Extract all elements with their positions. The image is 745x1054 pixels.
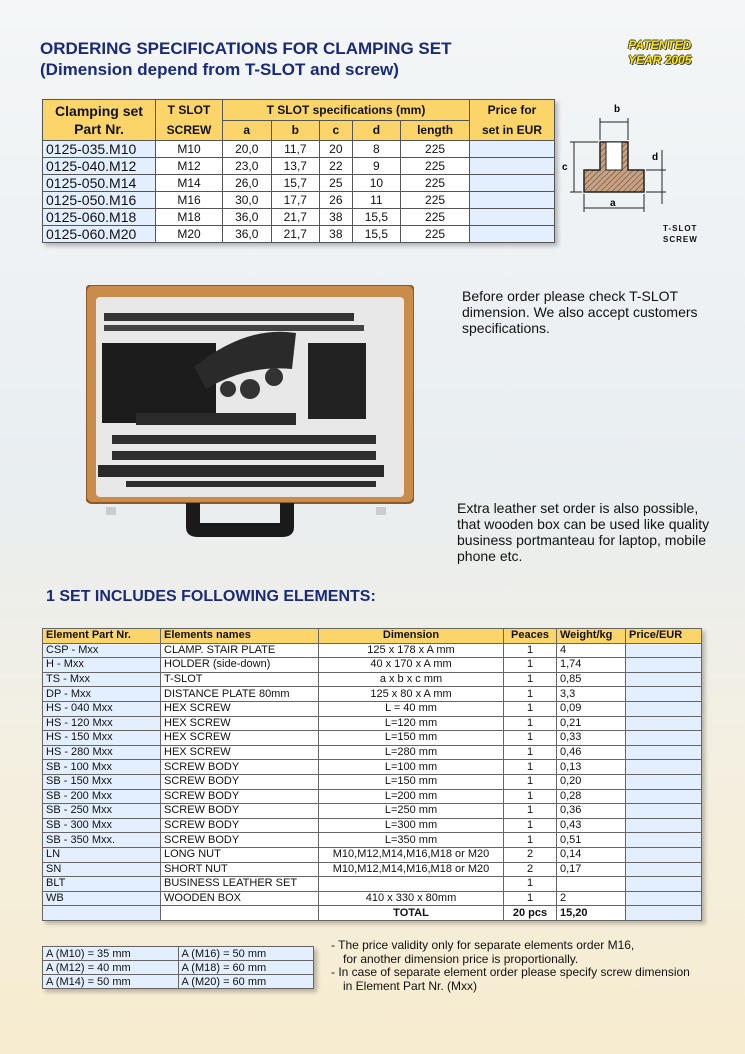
element-row — [43, 774, 702, 789]
price-cell — [470, 192, 555, 209]
note-check-tslot: Before order please check T-SLOT dimension. We also accept customers specifications. — [462, 288, 698, 336]
element-weight: 2 — [557, 891, 626, 906]
footnotes — [331, 939, 711, 993]
dim-c-value: 20 — [320, 141, 353, 158]
element-weight: 4 — [557, 643, 626, 658]
element-dimension: L=280 mm — [319, 745, 504, 760]
element-price — [626, 658, 702, 673]
element-pieces: 1 — [504, 877, 557, 892]
element-row — [43, 701, 702, 716]
element-row — [43, 789, 702, 804]
elements-heading: 1 SET INCLUDES FOLLOWING ELEMENTS: — [46, 588, 376, 605]
spec-row — [43, 209, 555, 226]
element-row — [43, 818, 702, 833]
dim-a-value: 30,0 — [223, 192, 272, 209]
element-part: HS - 280 Mxx — [43, 745, 161, 760]
element-dimension: L=100 mm — [319, 760, 504, 775]
element-dimension: 410 x 330 x 80mm — [319, 891, 504, 906]
element-pieces: 2 — [504, 847, 557, 862]
element-price — [626, 847, 702, 862]
element-dimension: L=250 mm — [319, 804, 504, 819]
element-name: CLAMP. STAIR PLATE — [161, 643, 319, 658]
part-number: 0125-035.M10 — [43, 141, 156, 158]
dim-a: a — [610, 198, 616, 209]
patent-year: YEAR 2005 — [628, 53, 692, 67]
size-row — [43, 961, 314, 975]
price-cell — [470, 175, 555, 192]
element-name: HEX SCREW — [161, 716, 319, 731]
header-a: a — [223, 120, 272, 141]
dim-a-value: 36,0 — [223, 209, 272, 226]
size-left: A (M14) = 50 mm — [43, 975, 179, 989]
element-name: SCREW BODY — [161, 804, 319, 819]
element-weight: 0,13 — [557, 760, 626, 775]
element-row — [43, 687, 702, 702]
element-dimension: 125 x 178 x A mm — [319, 643, 504, 658]
dim-b-value: 13,7 — [271, 158, 320, 175]
element-price — [626, 701, 702, 716]
dim-d-value: 11 — [352, 192, 401, 209]
element-part: HS - 040 Mxx — [43, 701, 161, 716]
screw-size: M18 — [156, 209, 223, 226]
price-cell — [470, 141, 555, 158]
element-row — [43, 716, 702, 731]
screw-size: M14 — [156, 175, 223, 192]
dim-a-value: 26,0 — [223, 175, 272, 192]
dim-b-value: 21,7 — [271, 226, 320, 243]
element-dimension: L=300 mm — [319, 818, 504, 833]
element-name: HOLDER (side-down) — [161, 658, 319, 673]
element-price — [626, 804, 702, 819]
header-specs: T SLOT specifications (mm) — [223, 100, 470, 121]
total-label: TOTAL — [319, 906, 504, 921]
element-weight: 0,51 — [557, 833, 626, 848]
total-weight: 15,20 — [557, 906, 626, 921]
page-title — [40, 38, 451, 80]
size-left: A (M10) = 35 mm — [43, 947, 179, 961]
element-row — [43, 745, 702, 760]
element-row — [43, 891, 702, 906]
footnote-2b: in Element Part Nr. (Mxx) — [343, 978, 478, 993]
element-pieces: 2 — [504, 862, 557, 877]
element-weight — [557, 877, 626, 892]
element-price — [626, 716, 702, 731]
dim-a-value: 36,0 — [223, 226, 272, 243]
element-price — [626, 891, 702, 906]
element-name: BUSINESS LEATHER SET — [161, 877, 319, 892]
total-row — [43, 906, 702, 921]
element-price — [626, 672, 702, 687]
title-line-1: ORDERING SPECIFICATIONS FOR CLAMPING SET — [40, 39, 452, 58]
element-price — [626, 833, 702, 848]
note-leather-set: Extra leather set order is also possible, that wooden box can be used like quality business portmanteau for laptop, mobile phone etc. — [457, 500, 710, 564]
header-tslot: T SLOT SCREW — [156, 100, 223, 141]
element-part: DP - Mxx — [43, 687, 161, 702]
element-name: SCREW BODY — [161, 833, 319, 848]
element-pieces: 1 — [504, 643, 557, 658]
element-dimension — [319, 877, 504, 892]
element-price — [626, 731, 702, 746]
element-dimension: L=200 mm — [319, 789, 504, 804]
element-price — [626, 818, 702, 833]
dim-d: d — [652, 152, 659, 163]
element-weight: 0,33 — [557, 731, 626, 746]
element-pieces: 1 — [504, 658, 557, 673]
element-weight: 0,85 — [557, 672, 626, 687]
element-pieces: 1 — [504, 818, 557, 833]
element-name: HEX SCREW — [161, 701, 319, 716]
dim-b-value: 11,7 — [271, 141, 320, 158]
tslot-caption: T-SLOT SCREW — [663, 224, 698, 244]
element-row — [43, 877, 702, 892]
element-part: HS - 120 Mxx — [43, 716, 161, 731]
dim-c-value: 38 — [320, 226, 353, 243]
element-weight: 0,28 — [557, 789, 626, 804]
element-price — [626, 760, 702, 775]
element-row — [43, 862, 702, 877]
element-row — [43, 731, 702, 746]
header-b: b — [271, 120, 320, 141]
element-pieces: 1 — [504, 804, 557, 819]
element-weight: 0,14 — [557, 847, 626, 862]
element-part: H - Mxx — [43, 658, 161, 673]
elements-table — [42, 628, 702, 921]
element-weight: 0,20 — [557, 774, 626, 789]
element-dimension: 40 x 170 x A mm — [319, 658, 504, 673]
header-part: Clamping set Part Nr. — [43, 100, 156, 141]
element-row — [43, 760, 702, 775]
element-pieces: 1 — [504, 789, 557, 804]
size-right: A (M16) = 50 mm — [178, 947, 314, 961]
element-price — [626, 745, 702, 760]
screw-size: M12 — [156, 158, 223, 175]
header-dimension: Dimension — [319, 629, 504, 644]
element-weight: 0,46 — [557, 745, 626, 760]
element-price — [626, 687, 702, 702]
element-dimension: M10,M12,M14,M16,M18 or M20 — [319, 862, 504, 877]
dim-d-value: 15,5 — [352, 226, 401, 243]
price-cell — [470, 226, 555, 243]
element-part: SB - 150 Mxx — [43, 774, 161, 789]
dim-a-value: 20,0 — [223, 141, 272, 158]
element-pieces: 1 — [504, 687, 557, 702]
element-name: LONG NUT — [161, 847, 319, 862]
element-part: CSP - Mxx — [43, 643, 161, 658]
screw-size: M10 — [156, 141, 223, 158]
dim-d-value: 9 — [352, 158, 401, 175]
element-name: SHORT NUT — [161, 862, 319, 877]
element-part: SB - 200 Mxx — [43, 789, 161, 804]
element-price — [626, 862, 702, 877]
element-part: HS - 150 Mxx — [43, 731, 161, 746]
element-part: SB - 100 Mxx — [43, 760, 161, 775]
element-pieces: 1 — [504, 833, 557, 848]
element-name: SCREW BODY — [161, 818, 319, 833]
header-weight: Weight/kg — [557, 629, 626, 644]
screw-size: M20 — [156, 226, 223, 243]
element-weight: 0,17 — [557, 862, 626, 877]
element-weight: 1,74 — [557, 658, 626, 673]
dimension-a-table — [42, 946, 314, 989]
length-value: 225 — [401, 192, 470, 209]
element-dimension: L=350 mm — [319, 833, 504, 848]
element-dimension: L = 40 mm — [319, 701, 504, 716]
element-name: WOODEN BOX — [161, 891, 319, 906]
element-price — [626, 877, 702, 892]
header-element-price: Price/EUR — [626, 629, 702, 644]
element-row — [43, 847, 702, 862]
element-part: SB - 250 Mxx — [43, 804, 161, 819]
spec-row — [43, 158, 555, 175]
footnote-2a: - In case of separate element order please specify screw dimension — [331, 965, 690, 979]
element-row — [43, 658, 702, 673]
total-pieces: 20 pcs — [504, 906, 557, 921]
element-pieces: 1 — [504, 716, 557, 731]
spec-row — [43, 175, 555, 192]
footnote-1a: - The price validity only for separate elements order M16, — [331, 938, 635, 952]
element-part: TS - Mxx — [43, 672, 161, 687]
element-part: SN — [43, 862, 161, 877]
spec-row — [43, 141, 555, 158]
element-pieces: 1 — [504, 731, 557, 746]
element-part: BLT — [43, 877, 161, 892]
element-weight: 3,3 — [557, 687, 626, 702]
header-element-part: Element Part Nr. — [43, 629, 161, 644]
title-line-2: (Dimension depend from T-SLOT and screw) — [40, 60, 399, 79]
element-pieces: 1 — [504, 760, 557, 775]
element-price — [626, 789, 702, 804]
length-value: 225 — [401, 209, 470, 226]
element-dimension: 125 x 80 x A mm — [319, 687, 504, 702]
length-value: 225 — [401, 226, 470, 243]
element-name: HEX SCREW — [161, 745, 319, 760]
element-weight: 0,21 — [557, 716, 626, 731]
header-length: length — [401, 120, 470, 141]
element-name: SCREW BODY — [161, 760, 319, 775]
spec-table — [42, 99, 555, 243]
spec-row — [43, 226, 555, 243]
dim-d-value: 10 — [352, 175, 401, 192]
part-number: 0125-060.M20 — [43, 226, 156, 243]
element-weight: 0,36 — [557, 804, 626, 819]
clamping-set-photo — [86, 285, 414, 537]
length-value: 225 — [401, 141, 470, 158]
dim-b: b — [614, 104, 621, 115]
patent-badge — [628, 38, 691, 68]
dim-a-value: 23,0 — [223, 158, 272, 175]
part-number: 0125-060.M18 — [43, 209, 156, 226]
dim-b-value: 21,7 — [271, 209, 320, 226]
element-price — [626, 643, 702, 658]
dim-b-value: 17,7 — [271, 192, 320, 209]
element-dimension: L=150 mm — [319, 731, 504, 746]
element-dimension: L=120 mm — [319, 716, 504, 731]
element-row — [43, 833, 702, 848]
length-value: 225 — [401, 175, 470, 192]
size-right: A (M18) = 60 mm — [178, 961, 314, 975]
header-price: Price for set in EUR — [470, 100, 555, 141]
element-part: LN — [43, 847, 161, 862]
dim-c-value: 26 — [320, 192, 353, 209]
price-cell — [470, 209, 555, 226]
element-part: WB — [43, 891, 161, 906]
element-row — [43, 672, 702, 687]
element-name: HEX SCREW — [161, 731, 319, 746]
dim-c-value: 38 — [320, 209, 353, 226]
header-element-name: Elements names — [161, 629, 319, 644]
spec-row — [43, 192, 555, 209]
size-right: A (M20) = 60 mm — [178, 975, 314, 989]
element-price — [626, 774, 702, 789]
element-pieces: 1 — [504, 672, 557, 687]
element-part: SB - 300 Mxx — [43, 818, 161, 833]
dim-d-value: 8 — [352, 141, 401, 158]
part-number: 0125-040.M12 — [43, 158, 156, 175]
part-number: 0125-050.M14 — [43, 175, 156, 192]
size-row — [43, 947, 314, 961]
dim-c-value: 22 — [320, 158, 353, 175]
element-weight: 0,09 — [557, 701, 626, 716]
element-dimension: a x b x c mm — [319, 672, 504, 687]
patent-text: PATENTED — [628, 38, 692, 52]
price-cell — [470, 158, 555, 175]
element-row — [43, 804, 702, 819]
dim-b-value: 15,7 — [271, 175, 320, 192]
element-name: DISTANCE PLATE 80mm — [161, 687, 319, 702]
dim-d-value: 15,5 — [352, 209, 401, 226]
element-row — [43, 643, 702, 658]
size-row — [43, 975, 314, 989]
element-name: SCREW BODY — [161, 774, 319, 789]
element-dimension: L=150 mm — [319, 774, 504, 789]
element-pieces: 1 — [504, 891, 557, 906]
element-dimension: M10,M12,M14,M16,M18 or M20 — [319, 847, 504, 862]
element-name: SCREW BODY — [161, 789, 319, 804]
dim-c: c — [562, 162, 568, 173]
screw-size: M16 — [156, 192, 223, 209]
element-weight: 0,43 — [557, 818, 626, 833]
dim-c-value: 25 — [320, 175, 353, 192]
size-left: A (M12) = 40 mm — [43, 961, 179, 975]
header-pieces: Peaces — [504, 629, 557, 644]
element-pieces: 1 — [504, 774, 557, 789]
element-name: T-SLOT — [161, 672, 319, 687]
header-d: d — [352, 120, 401, 141]
footnote-1b: for another dimension price is proportionally. — [343, 951, 579, 966]
element-pieces: 1 — [504, 701, 557, 716]
element-pieces: 1 — [504, 745, 557, 760]
length-value: 225 — [401, 158, 470, 175]
header-c: c — [320, 120, 353, 141]
part-number: 0125-050.M16 — [43, 192, 156, 209]
element-part: SB - 350 Mxx. — [43, 833, 161, 848]
